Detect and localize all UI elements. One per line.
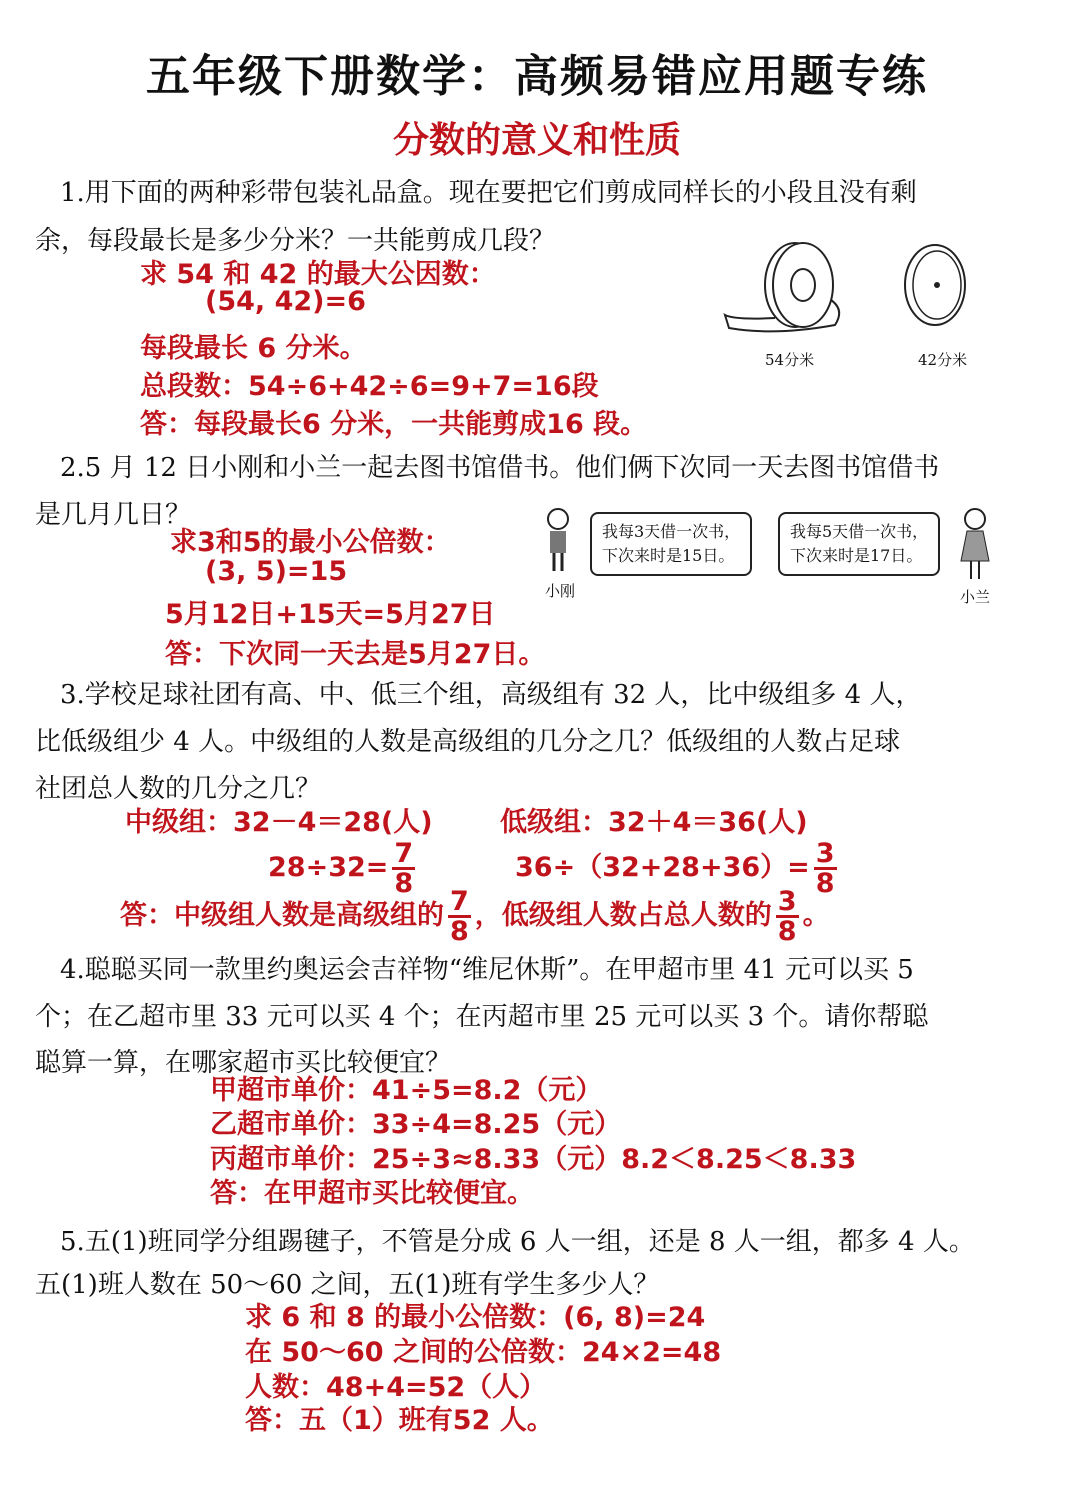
- q4-answer-line: 丙超市单价：25÷3≈8.33（元）8.2＜8.25＜8.33: [210, 1144, 857, 1175]
- speech-bubble-boy: 我每3天借一次书， 下次来时是15日。: [590, 512, 752, 576]
- q2-answer-line: 答：下次同一天去是5月27日。: [165, 639, 546, 670]
- q1-answer-line: 每段最长 6 分米。: [140, 333, 367, 364]
- q2-answer-line: (3, 5)=15: [205, 556, 348, 587]
- q3-text-line3: 社团总人数的几分之几？: [35, 774, 322, 804]
- girl-figure-icon: [955, 505, 995, 585]
- boy-figure-icon: [540, 505, 580, 575]
- q5-text-line1: 5.五(1)班同学分组踢毽子，不管是分成 6 人一组，还是 8 人一组，都多 4 人。: [60, 1227, 975, 1257]
- ribbon-b-label: 42分米: [918, 351, 968, 369]
- q4-text-line3: 聪算一算，在哪家超市买比较便宜？: [35, 1048, 452, 1078]
- q5-answer-line: 人数：48+4=52（人）: [245, 1372, 547, 1403]
- ribbon-a-label: 54分米: [765, 351, 815, 369]
- q2-text-line1: 2.5 月 12 日小刚和小兰一起去图书馆借书。他们俩下次同一天去图书馆借书: [60, 453, 940, 483]
- q1-answer-line: 答：每段最长6 分米，一共能剪成16 段。: [140, 409, 648, 440]
- q3-final-answer: 答：中级组人数是高级组的 $\frac{7}{8}$ ，低级组人数占总人数的 $\frac{3}{8}$ 。: [120, 886, 830, 947]
- q3-answer-low: 低级组：32＋4＝36(人): [500, 807, 808, 838]
- q4-text-line2: 个；在乙超市里 33 元可以买 4 个；在丙超市里 25 元可以买 3 个。请你帮聪: [35, 1002, 929, 1032]
- q4-answer-line: 答：在甲超市买比较便宜。: [210, 1178, 534, 1209]
- q4-text-line1: 4.聪聪买同一款里约奥运会吉祥物“维尼休斯”。在甲超市里 41 元可以买 5: [60, 955, 914, 985]
- speech-bubble-girl: 我每5天借一次书， 下次来时是17日。: [778, 512, 940, 576]
- q3-calc-1: 28÷32= $\frac{7}{8}$: [268, 838, 414, 899]
- page-title: 五年级下册数学：高频易错应用题专练: [146, 51, 928, 102]
- q5-answer-line: 求 6 和 8 的最小公倍数：(6, 8)=24: [245, 1302, 706, 1333]
- girl-name: 小兰: [960, 588, 991, 606]
- q3-calc-2: 36÷（32+28+36）= $\frac{3}{8}$: [515, 838, 835, 899]
- q1-text-line2: 余，每段最长是多少分米？一共能剪成几段？: [35, 226, 556, 256]
- q3-answer-middle: 中级组：32－4＝28(人): [125, 807, 433, 838]
- q5-answer-line: 在 50～60 之间的公倍数：24×2=48: [245, 1337, 722, 1368]
- q3-text-line2: 比低级组少 4 人。中级组的人数是高级组的几分之几？低级组的人数占足球: [35, 727, 901, 757]
- section-subtitle: 分数的意义和性质: [392, 120, 681, 161]
- q5-text-line2: 五(1)班人数在 50～60 之间，五(1)班有学生多少人？: [35, 1270, 660, 1300]
- boy-name: 小刚: [545, 582, 576, 600]
- q4-answer-line: 甲超市单价：41÷5=8.2（元）: [210, 1075, 603, 1106]
- q1-text-line1: 1.用下面的两种彩带包装礼品盒。现在要把它们剪成同样长的小段且没有剩: [60, 178, 917, 208]
- q1-answer-line: 总段数：54÷6+42÷6=9+7=16段: [140, 371, 599, 402]
- ribbon-rolls-illustration: [715, 240, 985, 340]
- q5-answer-line: 答：五（1）班有52 人。: [245, 1405, 554, 1436]
- q1-answer-line: (54, 42)=6: [205, 286, 366, 317]
- q2-answer-line: 5月12日+15天=5月27日: [165, 599, 496, 630]
- q1-answer-line: 求 54 和 42 的最大公因数：: [140, 259, 496, 290]
- q3-text-line1: 3.学校足球社团有高、中、低三个组，高级组有 32 人，比中级组多 4 人，: [60, 680, 922, 710]
- q2-text-line2: 是几月几日？: [35, 500, 192, 530]
- q4-answer-line: 乙超市单价：33÷4=8.25（元）: [210, 1109, 622, 1140]
- q2-answer-line: 求3和5的最小公倍数：: [170, 527, 451, 558]
